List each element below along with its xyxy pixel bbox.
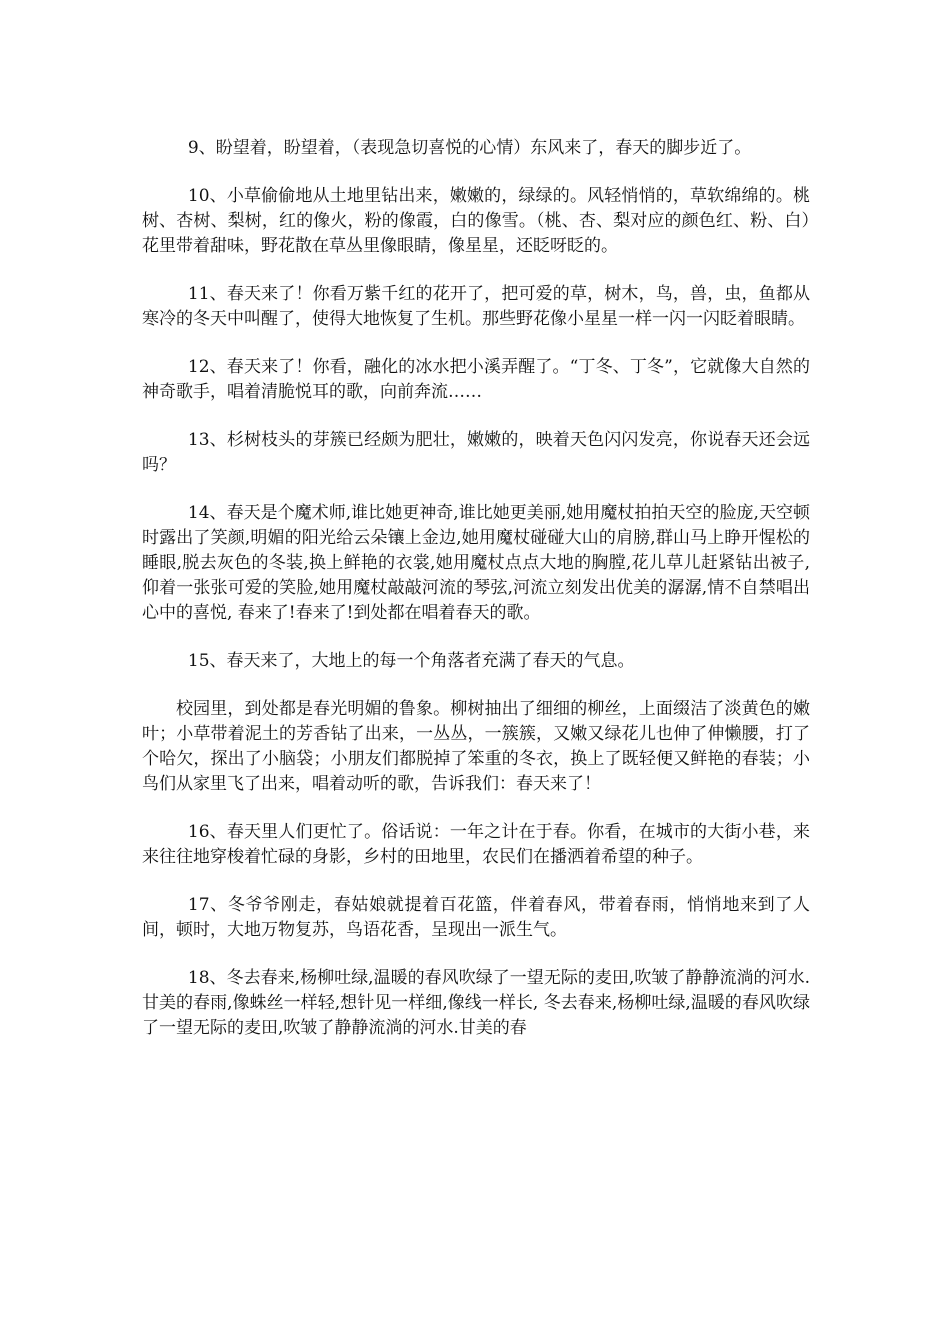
- paragraph-11: 11、春天来了！你看万紫千红的花开了，把可爱的草，树木，鸟，兽，虫，鱼都从寒冷的冬天中叫醒了，使得大地恢复了生机。那些野花像小星星一样一闪一闪眨着眼睛。: [142, 284, 810, 329]
- paragraph-campus: 校园里，到处都是春光明媚的鲁象。柳树抽出了细细的柳丝，上面缀洁了淡黄色的嫩叶；小草带着泥土的芳香钻了出来，一丛丛，一簇簇，又嫩又绿花儿也伸了伸懒腰，打了个哈欠，探出了小脑袋；小朋友们都脱掉了笨重的冬衣，换上了既轻便又鲜艳的春装；小鸟们从家里飞了出来，唱着动听的歌，告诉我们：春天来了！: [142, 699, 810, 794]
- paragraph-12: 12、春天来了！你看，融化的冰水把小溪弄醒了。“丁冬、丁冬”，它就像大自然的神奇歌手，唱着清脆悦耳的歌，向前奔流……: [142, 357, 810, 402]
- paragraph-10: 10、小草偷偷地从土地里钻出来，嫩嫩的，绿绿的。风轻悄悄的，草软绵绵的。桃树、杏树、梨树，红的像火，粉的像霞，白的像雪。（桃、杏、梨对应的颜色红、粉、白）花里带着甜味，野花散在草丛里像眼睛，像星星，还眨呀眨的。: [142, 186, 810, 256]
- paragraph-13: 13、杉树枝头的芽簇已经颇为肥壮，嫩嫩的，映着天色闪闪发亮，你说春天还会远吗？: [142, 430, 810, 475]
- paragraph-14: 14、春天是个魔术师,谁比她更神奇,谁比她更美丽,她用魔杖拍拍天空的脸庞,天空顿时露出了笑颜,明媚的阳光给云朵镶上金边,她用魔杖碰碰大山的肩膀,群山马上睁开惺松的睡眼,脱去灰色的冬装,换上鲜艳的衣裳,她用魔杖点点大地的胸膛,花儿草儿赶紧钻出被子,仰着一张张可爱的笑脸,她用魔杖敲敲河流的琴弦,河流立刻发出优美的潺潺,情不自禁唱出心中的喜悦, 春来了!春来了!到处都在唱着春天的歌。: [142, 503, 810, 623]
- document-body: [142, 136, 810, 1041]
- paragraph-9: 9、盼望着，盼望着，（表现急切喜悦的心情）东风来了，春天的脚步近了。: [187, 138, 752, 158]
- paragraph-17: 17、冬爷爷刚走，春姑娘就提着百花篮，伴着春风，带着春雨，悄悄地来到了人间，顿时，大地万物复苏，鸟语花香，呈现出一派生气。: [142, 895, 810, 940]
- paragraph-18: 18、冬去春来,杨柳吐绿,温暖的春风吹绿了一望无际的麦田,吹皱了静静流淌的河水.甘美的春雨,像蛛丝一样轻,想针见一样细,像线一样长, 冬去春来,杨柳吐绿,温暖的春风吹绿了一望无际的麦田,吹皱了静静流淌的河水.甘美的春: [142, 968, 810, 1038]
- paragraph-16: 16、春天里人们更忙了。俗话说：一年之计在于春。你看，在城市的大街小巷，来来往往地穿梭着忙碌的身影，乡村的田地里，农民们在播洒着希望的种子。: [142, 822, 810, 867]
- paragraph-15: 15、春天来了，大地上的每一个角落者充满了春天的气息。: [187, 651, 635, 671]
